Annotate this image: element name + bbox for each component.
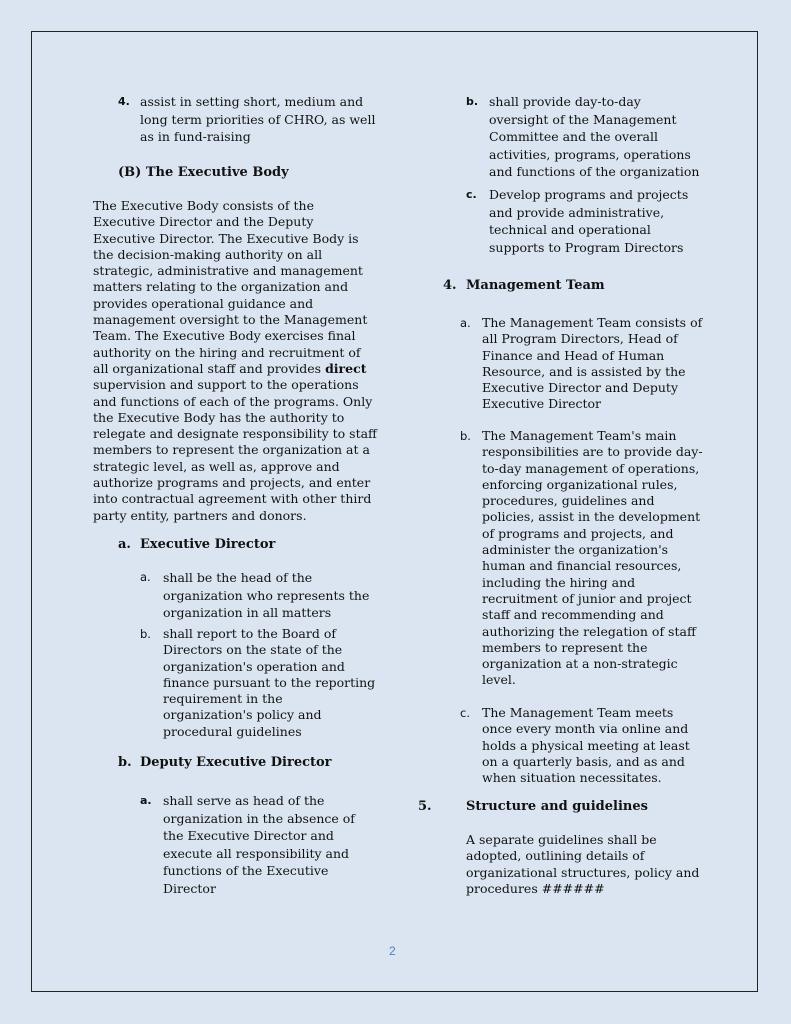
list-marker: b. bbox=[118, 755, 132, 770]
list-marker: b. bbox=[140, 627, 151, 641]
list-marker: b. bbox=[460, 429, 471, 443]
management-team-item-b: The Management Team's main responsibilities are to provide day- to-day management of operations, enforcing organizational rules, procedures, guidelines and policies, assist in the development of programs and projects, and administer the organization's human and financial resources, including the hiring and recruitment of junior and project staff and recommending and authorizing the relegation of staff members to represent the organization at a non-strategic level. bbox=[482, 428, 703, 688]
list-marker: a. bbox=[460, 316, 471, 330]
deputy-executive-director-heading: Deputy Executive Director bbox=[140, 755, 332, 770]
list-marker: 5. bbox=[418, 799, 432, 814]
list-marker: c. bbox=[460, 706, 470, 720]
bold-word: direct bbox=[325, 360, 367, 376]
management-team-item-c: The Management Team meets once every month via online and holds a physical meeting at least on a quarterly basis, and as and when situation necessitates. bbox=[482, 705, 690, 786]
executive-director-item-a: shall be the head of the organization who represents the organization in all matters bbox=[163, 570, 370, 621]
list-marker: 4. bbox=[118, 95, 130, 108]
list-marker: 4. bbox=[443, 278, 457, 293]
list-marker: a. bbox=[140, 794, 152, 807]
deputy-director-item-a: shall serve as head of the organization in the absence of the Executive Director and execute all responsibility and functions of the Executive Director bbox=[163, 793, 355, 896]
list-marker: b. bbox=[466, 95, 479, 108]
management-team-heading: Management Team bbox=[466, 278, 605, 293]
executive-body-paragraph: The Executive Body consists of the Executive Director and the Deputy Executive Director. The Executive Body is the decision-making authority on all strategic, administrative and management matters relating to the organization and provides operational guidance and management oversight to the Management Team. The Executive Body exercises final authority on the hiring and recruitment of all organizational staff and provides direct supervision and support to the operations and functions of each of the programs. Only the Executive Body has the authority to relegate and designate responsibility to staff members to represent the organization at a strategic level, as well as, approve and authorize programs and projects, and enter into contractual agreement with other third party entity, partners and donors. bbox=[93, 198, 377, 523]
priorities-item: assist in setting short, medium and long term priorities of CHRO, as well as in fund-raising bbox=[140, 94, 376, 145]
structure-guidelines-paragraph: A separate guidelines shall be adopted, outlining details of organizational structures, policy and procedures ###### bbox=[466, 832, 700, 896]
executive-director-item-b: shall report to the Board of Directors on the state of the organization's operation and finance pursuant to the reporting requirement in the organization's policy and procedural guidelines bbox=[163, 626, 376, 739]
structure-guidelines-heading: Structure and guidelines bbox=[466, 799, 648, 814]
page-number: 2 bbox=[389, 944, 396, 958]
oversight-item-b: shall provide day-to-day oversight of the Management Committee and the overall activities, programs, operations and functions of the organization bbox=[489, 94, 700, 180]
list-marker: a. bbox=[118, 537, 131, 552]
programs-item-c: Develop programs and projects and provide administrative, technical and operational supports to Program Directors bbox=[489, 187, 689, 255]
executive-director-heading: Executive Director bbox=[140, 537, 276, 552]
list-marker: c. bbox=[466, 188, 477, 201]
management-team-item-a: The Management Team consists of all Program Directors, Head of Finance and Head of Human Resource, and is assisted by the Executive Director and Deputy Executive Director bbox=[482, 315, 703, 412]
executive-body-heading: (B) The Executive Body bbox=[118, 165, 289, 180]
list-marker: a. bbox=[140, 570, 151, 584]
